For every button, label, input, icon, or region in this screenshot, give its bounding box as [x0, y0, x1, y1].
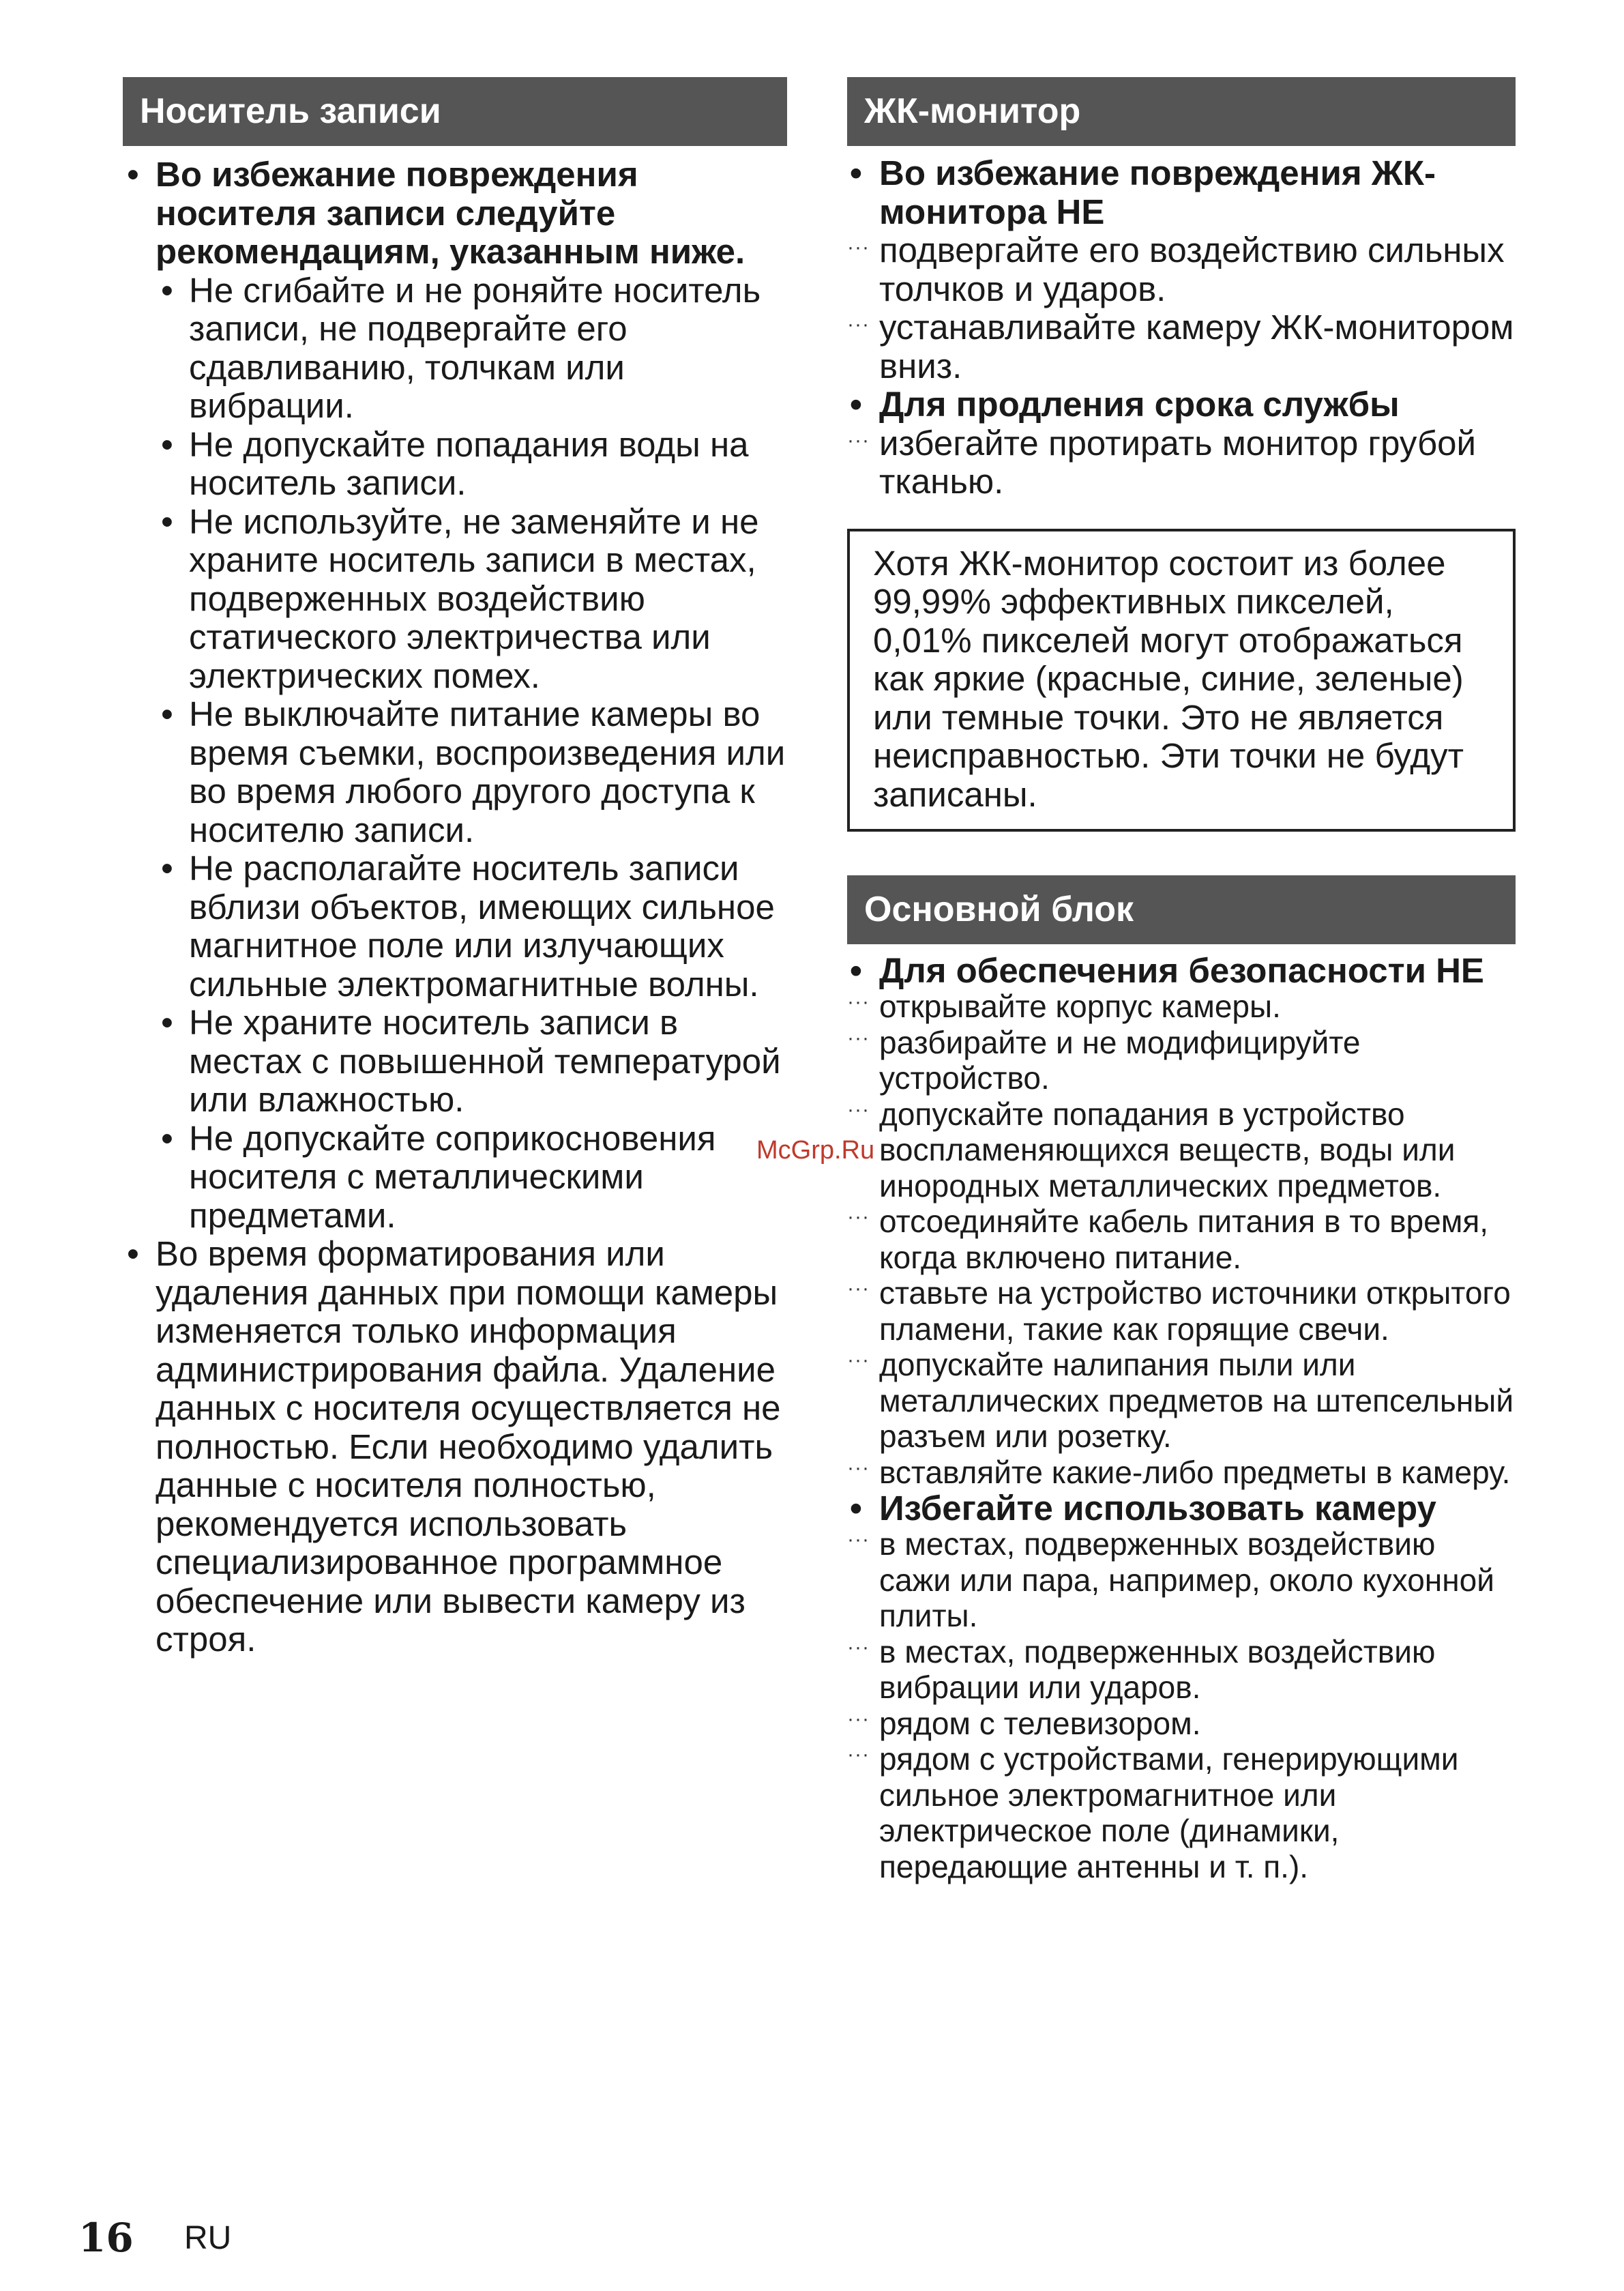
main-unit-section — [847, 952, 1516, 1884]
section-header-lcd-monitor: ЖК-монитор — [847, 77, 1516, 146]
avoid-use-heading: • Избегайте использовать камеру — [847, 1490, 1516, 1526]
sub-item: • Не используйте, не заменяйте и не храните носитель записи в местах, подверженных воздействию статического электричества или электрических помех. — [156, 503, 787, 696]
dots-item: ··· устанавливайте камеру ЖК-монитором вниз. — [847, 308, 1516, 385]
sub-item: • Не располагайте носитель записи вблизи объектов, имеющих сильное магнитное поле или излучающих сильные электромагнитные волны. — [156, 849, 787, 1004]
list-item-formatting: • Во время форматирования или удаления данных при помощи камеры изменяется только информация администрирования файла. Удаление данных с носителя осуществляется не полностью. Если необходимо удалить данные с носителя полностью, рекомендуется использовать специализированное программное обеспечение или вывести камеру из строя. — [123, 1235, 787, 1659]
sub-item: • Не сгибайте и не роняйте носитель записи, не подвергайте его сдавливанию, толчкам или вибрации. — [156, 272, 787, 426]
sub-item: • Не допускайте соприкосновения носителя с металлическими предметами. — [156, 1120, 787, 1236]
media-warning-heading: • Во избежание повреждения носителя записи следуйте рекомендациям, указанным ниже. — [156, 155, 745, 271]
sub-item: • Не выключайте питание камеры во время съемки, воспроизведения или во время любого другого доступа к носителю записи. — [156, 695, 787, 849]
watermark: McGrp.Ru — [756, 1136, 875, 1165]
dots-item: ··· подвергайте его воздействию сильных толчков и ударов. — [847, 231, 1516, 308]
dots-item: ··· допускайте попадания в устройство воспламеняющихся веществ, воды или инородных металлических предметов. — [847, 1096, 1516, 1204]
dots-item: ··· отсоединяйте кабель питания в то время, когда включено питание. — [847, 1203, 1516, 1275]
section-header-main-unit: Основной блок — [847, 875, 1516, 944]
dots-item: ··· избегайте протирать монитор грубой тканью. — [847, 424, 1516, 501]
dots-item: ··· рядом с телевизором. — [847, 1706, 1516, 1742]
right-column — [847, 77, 1516, 1884]
recording-media-list — [123, 156, 787, 1659]
media-warning-sublist — [156, 272, 787, 1236]
page-language: RU — [184, 2220, 232, 2256]
sub-item: • Не храните носитель записи в местах с повышенной температурой или влажностью. — [156, 1004, 787, 1120]
lcd-section — [847, 154, 1516, 832]
dots-item: ··· допускайте налипания пыли или металлических предметов на штепсельный разъем или розетку. — [847, 1347, 1516, 1455]
page-number: 16 — [78, 2215, 134, 2261]
lcd-lifetime-heading: • Для продления срока службы — [847, 385, 1516, 424]
sub-item: • Не допускайте попадания воды на носитель записи. — [156, 426, 787, 503]
dots-item: ··· открывайте корпус камеры. — [847, 989, 1516, 1025]
dots-item: ··· разбирайте и не модифицируйте устройство. — [847, 1025, 1516, 1096]
pixel-notice-box: Хотя ЖК-монитор состоит из более 99,99% эффективных пикселей, 0,01% пикселей могут отображаться как яркие (красные, синие, зеленые) или темные точки. Это не является неисправностью. Эти точки не будут записаны. — [847, 529, 1516, 832]
dots-item: ··· в местах, подверженных воздействию сажи или пара, например, около кухонной плиты. — [847, 1526, 1516, 1634]
left-column — [123, 77, 787, 1659]
section-header-recording-media: Носитель записи — [123, 77, 787, 146]
list-item — [123, 156, 787, 1235]
safety-heading: • Для обеспечения безопасности НЕ — [847, 952, 1516, 989]
dots-item: ··· рядом с устройствами, генерирующими сильное электромагнитное или электрическое поле (динамики, передающие антенны и т. п.). — [847, 1741, 1516, 1884]
lcd-warning-heading: • Во избежание повреждения ЖК-монитора НЕ — [847, 154, 1516, 231]
dots-item: ··· ставьте на устройство источники открытого пламени, такие как горящие свечи. — [847, 1275, 1516, 1347]
dots-item: ··· вставляйте какие-либо предметы в камеру. — [847, 1455, 1516, 1491]
dots-item: ··· в местах, подверженных воздействию вибрации или ударов. — [847, 1634, 1516, 1706]
